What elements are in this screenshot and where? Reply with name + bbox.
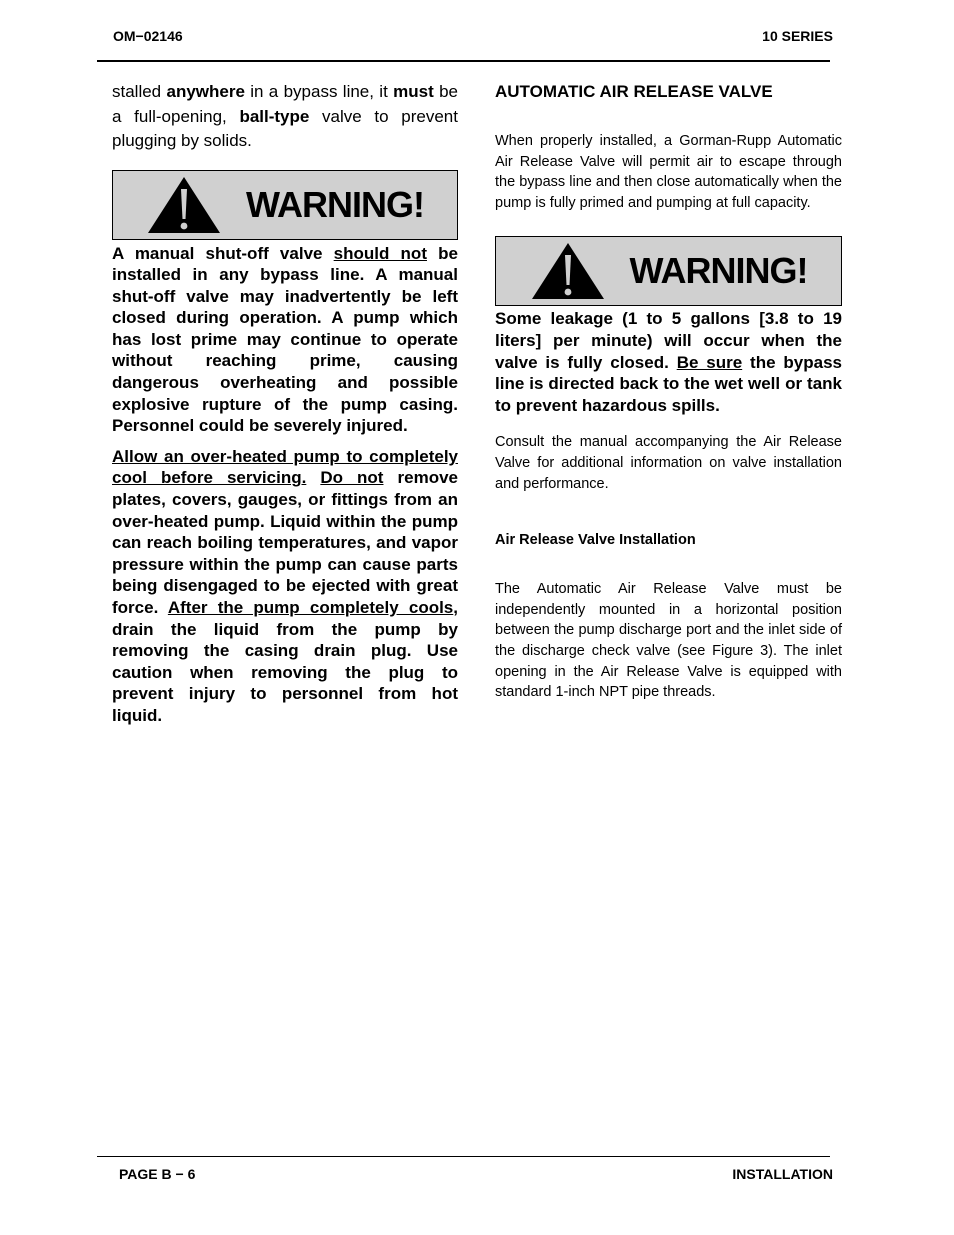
warning-box xyxy=(495,236,842,306)
text: A manual shut-off valve xyxy=(112,243,334,263)
warning-box xyxy=(112,170,458,240)
text: stalled xyxy=(112,82,167,101)
underlined-text: Do not xyxy=(320,468,384,488)
header-document-number: OM−02146 xyxy=(113,28,183,44)
paragraph-valve-installation: The Automatic Air Release Valve must be independently mounted in a horizontal position between the pump discharge port and the inlet side of the discharge check valve (see Figure 3). The inlet opening in the Air Release Valve is equipped with standard 1-inch NPT pipe threads. xyxy=(495,581,842,701)
underlined-text: Allow an over-heated pump to completely cool before servicing. xyxy=(112,446,458,488)
right-column xyxy=(495,80,842,703)
text: , drain the liquid from the pump by removing the casing drain plug. Use caution when removing the plug to prevent injury to personnel from hot liquid. xyxy=(112,598,458,725)
footer-section: INSTALLATION xyxy=(732,1166,833,1182)
warning-triangle-icon xyxy=(146,175,222,235)
header-rule xyxy=(97,60,830,62)
paragraph-air-release-intro: When properly installed, a Gorman-Rupp Automatic Air Release Valve will permit air to escape through the bypass line and then close automatically when the pump is fully primed and pumping at full capacity. xyxy=(495,133,842,211)
left-column xyxy=(112,80,458,727)
text: be installed in any bypass line. A manual shut-off valve may inadvertently be left closed during operation. A pump which has lost prime may continue to operate without reaching prime, causing dangerous overheating and possible explosive rupture of the pump casing. Personnel could be severely injured. xyxy=(112,243,458,436)
warning-label: WARNING! xyxy=(629,250,808,292)
section-title: AUTOMATIC AIR RELEASE VALVE xyxy=(495,82,773,101)
text: valve to prevent plugging by solids. xyxy=(112,106,458,150)
warning-triangle-icon xyxy=(530,241,606,301)
subsection-heading: Air Release Valve Installation xyxy=(495,532,696,549)
emphasis: must xyxy=(393,82,434,101)
emphasis: ball-type xyxy=(239,106,310,126)
text: remove plates, covers, gauges, or fittings from an over-heated pump. Liquid within the pump can reach boiling temperatures, and vapor pressure within the pump can cause parts being disengaged to be ejected with great force. xyxy=(112,468,458,617)
warning-text-leakage xyxy=(495,308,842,416)
text: Some leakage (1 to 5 gallons [3.8 to 19 liters] per minute) will occur when the valve is fully closed. xyxy=(495,309,842,372)
text: the bypass line is directed back to the wet well or tank to prevent hazardous spills. xyxy=(495,352,842,415)
footer-rule xyxy=(97,1156,830,1157)
underlined-text: Be sure xyxy=(676,352,743,372)
text: in a bypass line, it xyxy=(244,82,394,101)
underlined-text: After the pump completely cools xyxy=(167,598,454,617)
underlined-text: should not xyxy=(333,243,427,263)
text xyxy=(306,468,320,487)
warning-label: WARNING! xyxy=(246,183,424,225)
warning-text-shutoff-valve xyxy=(112,243,458,437)
emphasis: anywhere xyxy=(166,82,245,101)
paragraph-consult-manual: Consult the manual accompanying the Air Release Valve for additional information on valve installation and performance. xyxy=(495,434,842,492)
warning-text-overheated-pump xyxy=(112,446,458,727)
header-series: 10 SERIES xyxy=(762,28,833,44)
text: be a full-opening, xyxy=(112,82,459,126)
intro-paragraph xyxy=(112,80,458,154)
footer-page-number: PAGE B − 6 xyxy=(119,1166,196,1182)
